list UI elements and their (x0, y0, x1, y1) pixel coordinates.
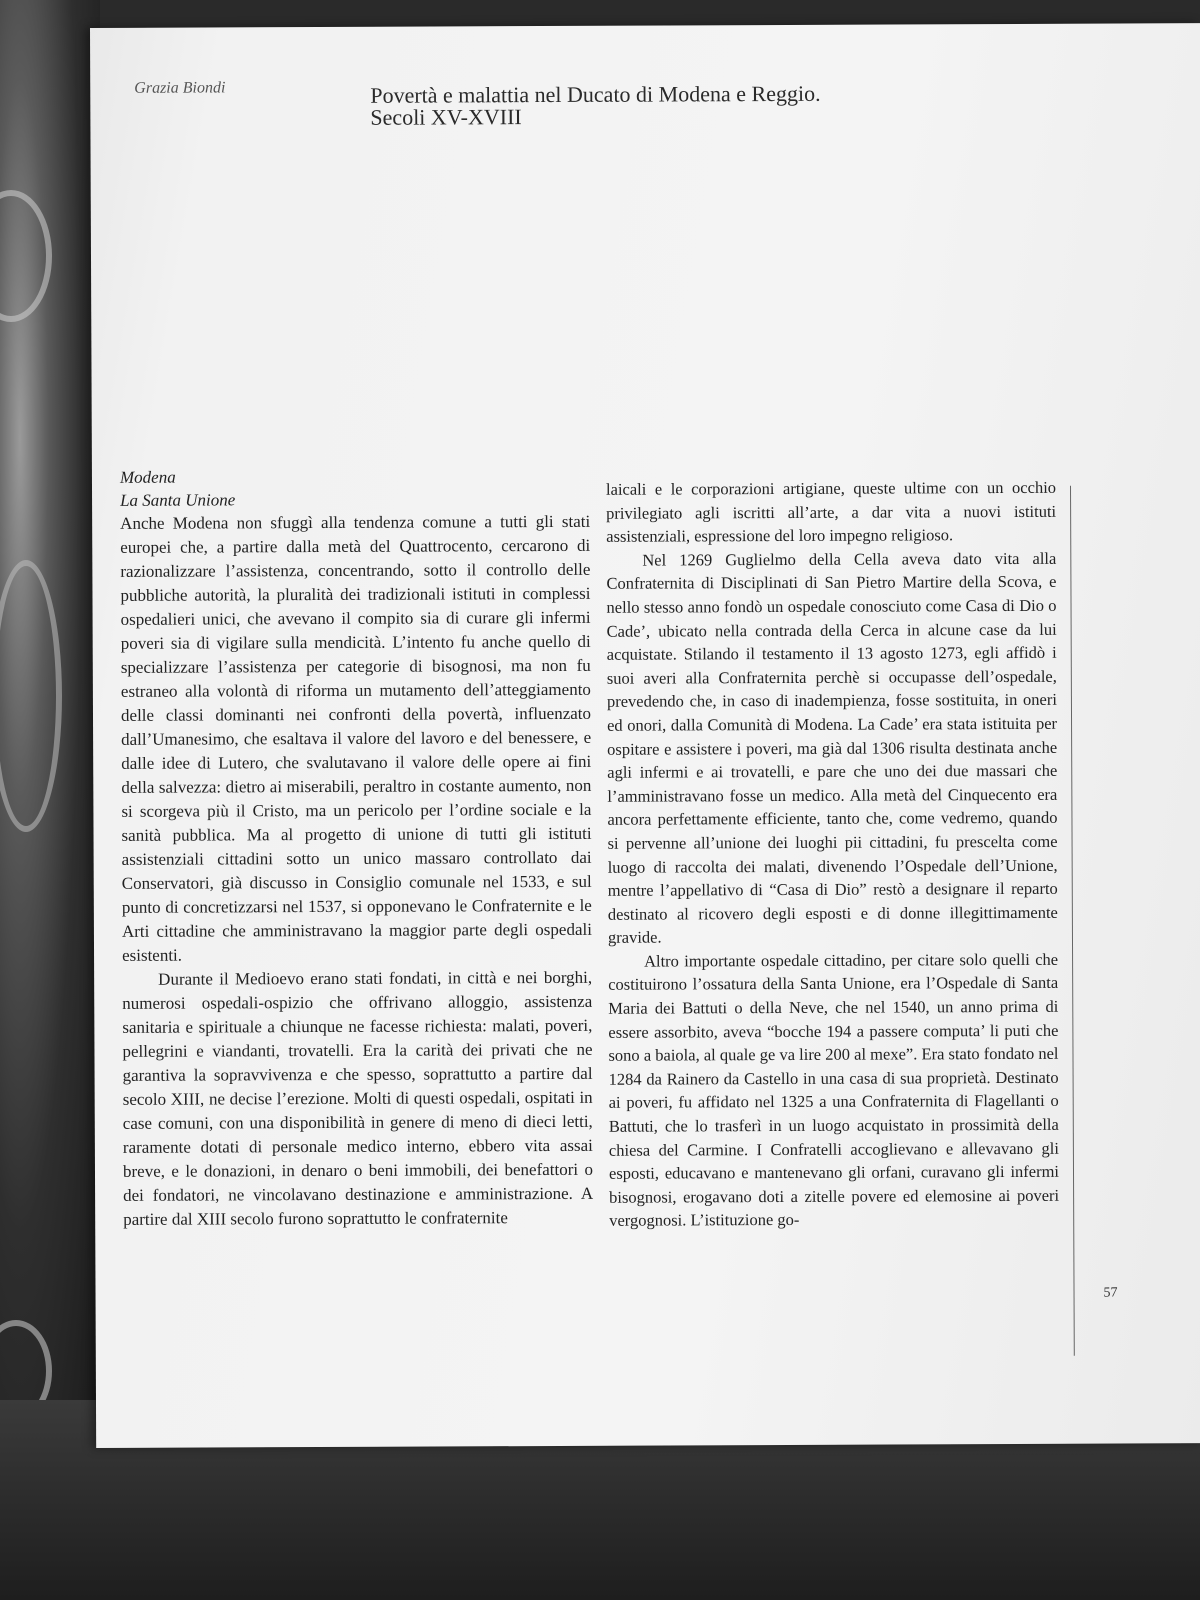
artwork-swirl (0, 190, 52, 322)
book-page (90, 23, 1200, 1448)
running-head-title (370, 82, 930, 128)
section-heading-subtitle: La Santa Unione (120, 490, 236, 510)
page-number: 57 (1103, 1285, 1118, 1301)
paragraph: laicali e le corporazioni artigiane, queste ultime con un occhio privilegiato agli iscritti all’arte, a dar vita a nuovi istituti assistenziali, espressione del loro impegno religioso. (605, 477, 1057, 546)
title-line-1: Povertà e malattia nel Ducato di Modena e Reggio. (370, 80, 821, 108)
running-head-author: Grazia Biondi (134, 79, 226, 97)
paragraph: Nel 1269 Guglielmo della Cella aveva dato vita alla Confraternita di Disciplinati di San Pietro Martire della Scova, e nello stesso anno fondò un ospedale conosciuto come Casa di Dio o Cade’, ubicato nella contrada della Cerca in alcune case da lui acquistate. Stilando il testamento il 13 agosto 1273, egli affidò i suoi averi alla Confraternita perchè si occupasse dell’ospedale, prevedendo che, in caso di inadempienza, fosse sostituita, in oneri ed onori, dalla Comunità di Modena. La Cade’ era stata istituita per ospitare e assistere i poveri, ma già dal 1306 risulta destinata anche agli infermi e ai trovatelli, e pare che uno dei due massari che l’amministravano fosse un medico. Alla metà del Cinquecento era ancora perfettamente efficiente, tanto che, come vedremo, quando si pervenne all’unione dei luoghi pii cittadini, fu prescelta come luogo di raccolta dei malati, divenendo l’Ospedale dell’Unione, mentre l’appellativo di “Casa di Dio” restò a designare il reparto destinato al ricovero degli esposti e di donne illegittimamente gravide. (606, 548, 1058, 948)
right-column (606, 476, 1059, 1233)
background-artwork (0, 0, 100, 1460)
left-column (120, 464, 593, 1232)
paragraph: Altro importante ospedale cittadino, per citare solo quelli che costituirono l’ossatura della Santa Unione, era l’Ospedale di Santa Maria dei Battuti o della Neve, che nel 1540, un anno prima di essere assorbito, aveva “bocche 194 a passere computa’ li puti che sono a baiola, al quale ge va lire 200 al mexe”. Era stato fondato nel 1284 da Rainero da Castello in una casa di sua proprietà. Destinato ai poveri, fu affidato nel 1325 a una Confraternita di Flagellanti o Battuti, che lo trasferì in un luogo acquistato in prossimità della chiesa del Carmine. I Confratelli accoglievano e allevavano gli esposti, educavano e mantenevano gli orfani, curavano gli infermi bisognosi, erogavano doti a zitelle povere ed elemosine ai poveri vergognosi. L’istituzione go- (608, 949, 1060, 1231)
section-heading-city: Modena (119, 467, 176, 487)
paragraph: Anche Modena non sfuggì alla tendenza comune a tutti gli stati europei che, a partire dalla metà del Quattrocento, cercarono di razionalizzare l’assistenza, concentrando, sotto il controllo delle pubbliche autorità, la pluralità dei tradizionali istituti in complessi ospedalieri unici, che avevano il compito sia di curare gli infermi poveri sia di vigilare sulla mendicità. L’intento fu anche quello di specializzare l’assistenza per categorie di bisognosi, ma non fu estraneo alla volontà di riforma un mutamento dell’atteggiamento delle classi dominanti nei confronti della povertà, influenzato dall’Umanesimo, che esaltava il valore del lavoro e del benessere, e dalle idee di Lutero, che svalutavano il valore delle opere ai fini della salvezza: dietro ai miserabili, peraltro in costante aumento, non si scorgeva più il Cristo, ma un pericolo per l’ordine sociale e la sanità pubblica. Ma al progetto di unione di tutti gli istituti assistenziali cittadini sotto un unico massaro controllato dai Conservatori, già discusso in Consiglio comunale nel 1533, e sul punto di concretizzarsi nel 1537, si opponevano le Confraternite e le Arti cittadine che amministravano la maggior parte degli ospedali esistenti. (120, 511, 592, 965)
title-line-2: Secoli XV-XVIII (370, 104, 522, 130)
paragraph: Durante il Medioevo erano stati fondati, in città e nei borghi, numerosi ospedali-ospizio che offrivano alloggio, assistenza sanitaria e spirituale a chiunque ne facesse richiesta: malati, poveri, pellegrini e viandanti, trovatelli. Era la carità dei privati che ne garantiva la sopravvivenza e che spesso, soprattutto a partire dal secolo XIII, ne decise l’erezione. Molti di questi ospedali, ospitati in case comuni, con una disponibilità in genere di meno di dieci letti, raramente dotati di personale medico interno, ebbero vita assai breve, e le donazioni, in denaro o beni immobili, dei benefattori o dei fondatori, ne vincolavano destinazione e amministrazione. A partire dal XIII secolo furono soprattutto le confraternite (122, 967, 594, 1229)
artwork-swirl (0, 560, 62, 832)
margin-rule (1070, 486, 1075, 1356)
